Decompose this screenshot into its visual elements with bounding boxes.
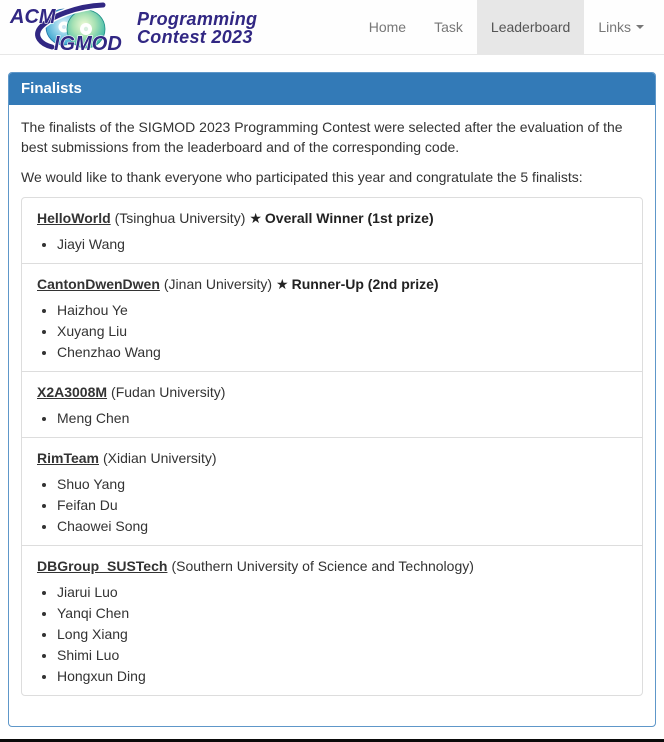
star-icon: ★ [249, 210, 262, 226]
team-header [37, 382, 627, 402]
team-member: • Yanqi Chen [57, 603, 627, 624]
nav-item-task[interactable]: Task [434, 19, 463, 35]
team-prize [249, 210, 433, 226]
team-member: • Feifan Du [57, 495, 627, 516]
logo-sigmod-text: IGMOD [54, 33, 122, 52]
team-member: • Xuyang Liu [57, 321, 627, 342]
team-member: • Shuo Yang [57, 474, 627, 495]
team-member: • Jiayi Wang [57, 234, 627, 255]
star-icon: ★ [276, 276, 289, 292]
team-row [22, 437, 642, 545]
team-member: • Chaowei Song [57, 516, 627, 537]
brand[interactable] [0, 0, 257, 54]
team-university: (Xidian University) [102, 450, 217, 466]
chevron-down-icon [636, 25, 644, 29]
team-members-list [37, 474, 627, 537]
nav-item-home[interactable]: Home [368, 19, 407, 35]
team-member: • Jiarui Luo [57, 582, 627, 603]
intro-paragraph-1: The finalists of the SIGMOD 2023 Programming Contest were selected after the evaluation of the best submissions from the leaderboard and of the corresponding code. [21, 119, 623, 155]
intro-paragraph-2: We would like to thank everyone who participated this year and congratulate the 5 finalists: [21, 169, 583, 185]
team-row [22, 545, 642, 695]
panel-body [9, 105, 655, 726]
team-prize-label: Runner-Up (2nd prize) [291, 276, 439, 292]
team-member: • Long Xiang [57, 624, 627, 645]
team-prize [276, 276, 439, 292]
team-university: (Southern University of Science and Technology) [171, 558, 474, 574]
team-row [22, 263, 642, 371]
nav-item-links[interactable] [584, 0, 658, 54]
team-header [37, 208, 627, 228]
team-members-list [37, 300, 627, 363]
main-nav [355, 0, 664, 54]
site-title-line1: Programming [137, 9, 258, 29]
logo-acm-text: ACM [10, 6, 56, 28]
team-university: (Fudan University) [111, 384, 226, 400]
team-member: • Meng Chen [57, 408, 627, 429]
team-university: (Tsinghua University) [114, 210, 246, 226]
navbar [0, 0, 664, 55]
team-university: (Jinan University) [163, 276, 273, 292]
team-row [22, 371, 642, 437]
acm-sigmod-logo-icon [6, 2, 132, 52]
site-title [137, 10, 257, 46]
panel-title: Finalists [9, 73, 655, 105]
team-name-link[interactable]: HelloWorld [37, 210, 111, 226]
nav-links-label: Links [598, 19, 631, 35]
team-members-list [37, 408, 627, 429]
team-member: • Haizhou Ye [57, 300, 627, 321]
team-header [37, 448, 627, 468]
team-name-link[interactable]: CantonDwenDwen [37, 276, 160, 292]
team-prize-label: Overall Winner (1st prize) [264, 210, 434, 226]
team-name-link[interactable]: DBGroup_SUSTech [37, 558, 168, 574]
finalists-list [21, 197, 643, 696]
team-members-list [37, 582, 627, 687]
finalists-panel [8, 72, 656, 727]
team-member: • Shimi Luo [57, 645, 627, 666]
team-member: • Chenzhao Wang [57, 342, 627, 363]
team-member: • Hongxun Ding [57, 666, 627, 687]
team-header [37, 274, 627, 294]
team-header [37, 556, 627, 576]
site-title-line2: Contest 2023 [137, 27, 253, 47]
nav-item-leaderboard[interactable]: Leaderboard [477, 0, 584, 54]
team-row [22, 198, 642, 263]
team-members-list [37, 234, 627, 255]
team-name-link[interactable]: X2A3008M [37, 384, 108, 400]
team-name-link[interactable]: RimTeam [37, 450, 99, 466]
